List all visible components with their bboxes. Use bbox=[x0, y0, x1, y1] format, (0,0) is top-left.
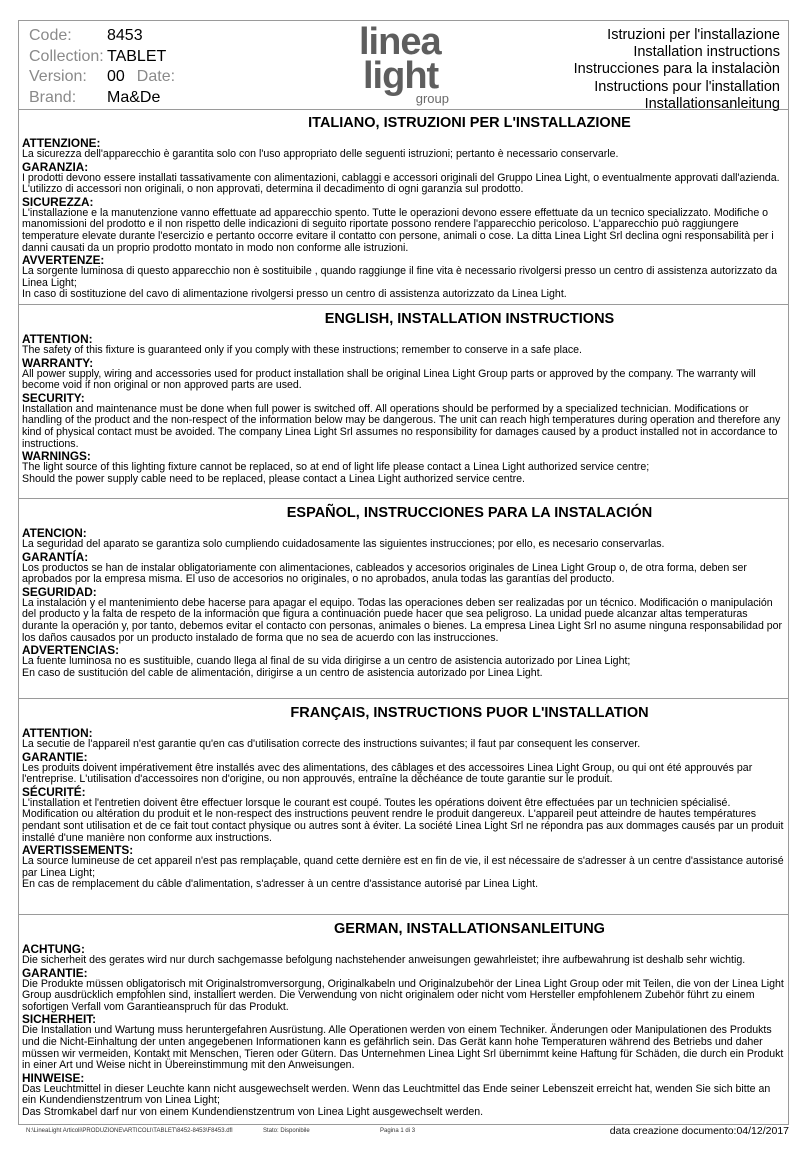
title-italian: Istruzioni per l'installazione bbox=[607, 27, 780, 43]
section-title: ENGLISH, INSTALLATION INSTRUCTIONS bbox=[324, 311, 615, 327]
document-header bbox=[19, 21, 788, 110]
block-text: La sorgente luminosa di questo apparecchio non è sostituibile , quando raggiunge il fine vita è necessario rivolgersi presso un centro di assistenza autorizzato da Linea Light; bbox=[22, 265, 777, 289]
block-text: I prodotti devono essere installati tassativamente con alimentazioni, cablaggi e accessori originali del Gruppo Linea Light, o eventualmente approvati dall'azienda. L'utilizzo di accessori non originali, o non approvati, determina il decadimento di ogni garanzia sul prodotto. bbox=[22, 171, 780, 196]
block-text: All power supply, wiring and accessories used for product installation shall be original Linea Light Group parts or approved by the company. The warranty will become void if non original or non approved parts are used. bbox=[22, 367, 756, 392]
section-italian bbox=[19, 109, 788, 305]
block-heading: SÉCURITÉ: bbox=[22, 784, 86, 799]
collection-value: TABLET bbox=[107, 47, 167, 65]
block-text: La source lumineuse de cet appareil n'est pas remplaçable, quand cette dernière est en fin de vie, il est nécessaire de s'adresser à un centre d'assistance autorisé par Linea Light; bbox=[22, 855, 784, 879]
block-heading: SICUREZZA: bbox=[22, 194, 94, 209]
section-english bbox=[19, 305, 788, 499]
collection-label: Collection: bbox=[29, 47, 104, 65]
block-heading: SICHERHEIT: bbox=[22, 1012, 97, 1027]
block-heading: GARANZIA: bbox=[22, 159, 89, 174]
version-value: 00 bbox=[107, 68, 125, 85]
block-text: Should the power supply cable need to be replaced, please contact a Linea Light authorized service centre. bbox=[22, 472, 525, 485]
block-text: Les produits doivent impérativement être installés avec des alimentations, des câblages et des accessoires Linea Light Group, ou qui ont été approuvés par l'entreprise. L'utilisation d'accessoires non d'origine, ou non approuvés, entraîne la déchéance de toute garantie sur le produit. bbox=[22, 761, 753, 786]
version-label: Version: bbox=[29, 68, 87, 85]
block-heading: ACHTUNG: bbox=[22, 942, 85, 956]
block-heading: ADVERTENCIAS: bbox=[22, 643, 120, 658]
block-text: Das Stromkabel darf nur von einem Kundendienstzentrum von Linea Light ausgewechselt werden. bbox=[22, 1105, 484, 1118]
instruction-titles bbox=[574, 27, 780, 113]
block-heading: WARRANTY: bbox=[22, 355, 94, 370]
block-text: La secutie de l'appareil n'est garantie qu'en cas d'utilisation correcte des instructions suivantes; il faut par consequent les conserver. bbox=[22, 738, 641, 750]
section-title: ITALIANO, ISTRUZIONI PER L'INSTALLAZIONE bbox=[308, 115, 631, 131]
block-heading: GARANTÍA: bbox=[22, 549, 89, 564]
block-text: L'installazione e la manutenzione vanno effettuate ad apparecchio spento. Tutte le operazioni devono essere effettuate da un tecnico specializzato. Modifiche o manomissioni del prodotto e il non rispetto delle indicazioni di seguito riportate possono rendere l'apparecchio pericoloso. L'apparecchio può raggiungere temperature elevate durante l'esercizio e pertanto occorre evitare il contatto con persone, animali o cose. La ditta Linea Light Srl declina ogni responsabilità per i danni causati da un proprio prodotto montato in modo non conforme alle istruzioni. bbox=[22, 206, 774, 254]
block-text: Die sicherheit des gerates wird nur durch sachgemasse befolgung nachstehender anweisungen gewahrleistet; ihre aufbewahrung ist deshalb sehr wichtig. bbox=[22, 954, 746, 966]
section-title: GERMAN, INSTALLATIONSANLEITUNG bbox=[334, 921, 605, 937]
block-text: The safety of this fixture is guaranteed only if you comply with these instructions; remember to conserve in a safe place. bbox=[22, 344, 582, 356]
block-heading: SECURITY: bbox=[22, 390, 85, 405]
block-text: En caso de sustitución del cable de alimentación, dirigirse a un centro de asistencia autorizado por Linea Light. bbox=[22, 666, 543, 679]
block-text: Installation and maintenance must be done when full power is switched off. All operations should be performed by a specialized technician. Modifications or handling of the product and the non-respect of the information below may be dangerous. The unit can reach high temperatures during operation and therefore any kind of physical contact must be avoided. The company Linea Light Srl assumes no responsibility for damages caused by a product installed not in accordance to instructions. bbox=[22, 402, 781, 450]
block-text: La sicurezza dell'apparecchio è garantita solo con l'uso appropriato delle seguenti istruzioni; pertanto è necessario conservarle. bbox=[22, 148, 619, 160]
brand-label: Brand: bbox=[29, 88, 77, 106]
block-text: La seguridad del aparato se garantiza solo cumpliendo cuidadosamente las siguientes instrucciones; por ello, es necesario conservarlas. bbox=[22, 538, 665, 550]
title-french: Instructions pour l'installation bbox=[594, 78, 780, 95]
block-text: Die Installation und Wartung muss heruntergefahren Ausrüstung. Alle Operationen werden von einem Techniker. Änderungen oder Manipulationen des Produkts und die Nicht-Einhaltung der unten angegebenen Informationen kann es gefährlich sein. Das Gerät kann hohe Temperaturen während des Betriebs und daher müssen wir vermeiden, Kontakt mit Menschen, Tieren oder Gütern. Das Unternehmen Linea Light Srl übernimmt keine Haftung für Schäden, die durch ein Produkt in einer Art und Weise nicht in Übereinstimmung mit den Anweisungen. bbox=[22, 1024, 784, 1072]
document-footer bbox=[18, 1125, 789, 1137]
logo-line3: group bbox=[415, 91, 449, 106]
block-text: La fuente luminosa no es sustituible, cuando llega al final de su vida dirigirse a un centro de asistencia autorizado por Linea Light; bbox=[22, 655, 631, 668]
document-meta bbox=[29, 26, 175, 108]
block-text: The light source of this lighting fixture cannot be replaced, so at end of light life please contact a Linea Light authorized service centre; bbox=[22, 461, 650, 474]
block-text: La instalación y el mantenimiento debe hacerse para apagar el equipo. Todas las operaciones deben ser realizadas por un técnico. Modificación o manipulación del producto y la falta de respeto de la información que figura a continuación puede hacer que sea peligroso. La unidad puede alcanzar altas temperaturas durante la operación y, por tanto, debemos evitar el contacto con personas, animales o bienes. La empresa Linea Light Srl no asume ninguna responsabilidad por los daños causados por un producto instalado de forma que no sea de acuerdo con las instrucciones. bbox=[22, 596, 783, 644]
block-text: Die Produkte müssen obligatorisch mit Originalstromversorgung, Originalkabeln und Originalzubehör der Linea Light Group oder mit Teilen, die von der Linea Light Group ausdrücklich empfohlen sind, installiert werden. Die Verwendung von nicht originalem oder nicht vom Hersteller empfohlenem Zubehör führt zu einem sofortigen Verfall vom Garantieanspruch für das Produkt. bbox=[22, 977, 784, 1013]
block-text: In caso di sostituzione del cavo di alimentazione rivolgersi presso un centro di assistenza autorizzato da Linea Light. bbox=[22, 288, 567, 301]
section-title: FRANÇAIS, INSTRUCTIONS PUOR L'INSTALLATION bbox=[290, 705, 649, 721]
block-heading: ATTENZIONE: bbox=[22, 136, 101, 150]
brand-value: Ma&De bbox=[107, 88, 161, 106]
section-french bbox=[19, 699, 788, 915]
section-spanish bbox=[19, 499, 788, 699]
title-german: Installationsanleitung bbox=[644, 95, 780, 112]
section-title: ESPAÑOL, INSTRUCCIONES PARA LA INSTALACIÓN bbox=[286, 505, 653, 521]
document-status: Stato: Disponibile bbox=[263, 1128, 310, 1134]
creation-date: data creazione documento:04/12/2017 bbox=[609, 1125, 789, 1137]
date-label: Date: bbox=[136, 68, 176, 85]
block-heading: WARNINGS: bbox=[22, 449, 91, 464]
title-spanish: Instrucciones para la instalaciòn bbox=[573, 61, 780, 78]
page-number: Pagina 1 di 3 bbox=[380, 1128, 416, 1134]
block-heading: ATTENTION: bbox=[22, 726, 93, 740]
title-english: Installation instructions bbox=[633, 44, 780, 61]
block-text: Los productos se han de instalar obligatoriamente con alimentaciones, cableados y accesorios originales de Linea Light Group o, de otra forma, deben ser aprobados por la empresa misma. El uso de accesorios no originales, o no aprobados, anula todas las garantías del producto. bbox=[22, 561, 747, 586]
file-path: N:\LineaLight Articoli\PRODUZIONE\ARTICOLI\TABLET\8452-8453\F8453.dfl bbox=[26, 1128, 233, 1134]
block-heading: SEGURIDAD: bbox=[22, 584, 97, 599]
block-text: Das Leuchtmittel in dieser Leuchte kann nicht ausgewechselt werden. Wenn das Leuchtmittel das Ende seiner Lebenszeit erreicht hat, wenden Sie sich bitte an ein Kundendienstzentrum von Linea Light; bbox=[22, 1082, 771, 1107]
block-heading: ATTENTION: bbox=[22, 332, 93, 346]
block-heading: HINWEISE: bbox=[22, 1070, 85, 1085]
block-heading: AVERTISSEMENTS: bbox=[22, 843, 134, 858]
logo-line2: light bbox=[363, 55, 439, 97]
linea-light-logo bbox=[359, 21, 449, 106]
code-value: 8453 bbox=[107, 27, 143, 44]
section-german bbox=[19, 915, 788, 1124]
block-text: L'installation et l'entretien doivent être effectuer lorsque le courant est coupé. Toutes les opérations doivent être effectuées par un technicien spécialisé. Modification ou altération du produit et le non-respect des instructions peuvent rendre le produit dangereux. L'appareil peut atteindre de hautes températures pendant sont utilisation et de ce fait tout contact physique ou autres sont à éviter. La société Linea Light Srl ne répondra pas aux dommages causés par un produit installé d'une manière non conforme aux instructions. bbox=[22, 796, 784, 844]
code-label: Code: bbox=[29, 27, 72, 44]
block-heading: GARANTIE: bbox=[22, 749, 88, 764]
logo-line1: linea bbox=[359, 21, 441, 63]
block-heading: ATENCION: bbox=[22, 526, 87, 540]
document-page bbox=[18, 20, 789, 1125]
block-heading: GARANTIE: bbox=[22, 965, 88, 980]
block-text: En cas de remplacement du câble d'alimentation, s'adresser à un centre d'assistance autorisé par Linea Light. bbox=[22, 878, 539, 891]
block-heading: AVVERTENZE: bbox=[22, 253, 105, 268]
